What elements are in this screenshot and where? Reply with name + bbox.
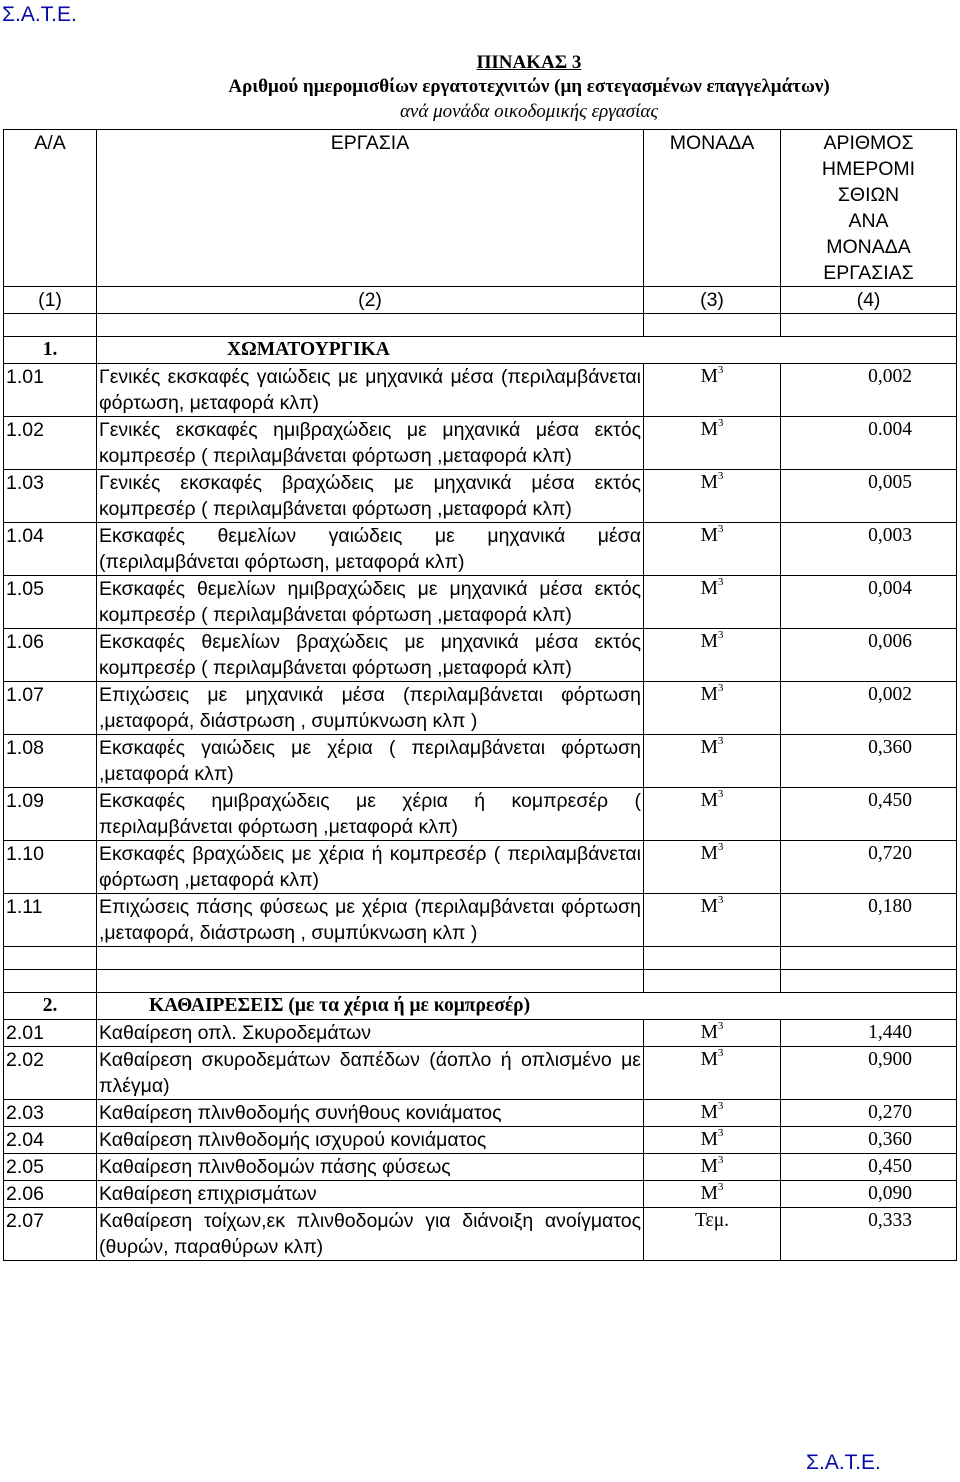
- section-title-text: ΧΩΜΑΤΟΥΡΓΙΚΑ: [227, 339, 390, 360]
- row-number: 1.04: [4, 523, 97, 576]
- row-value: 0,360: [781, 735, 957, 788]
- row-value: 0,004: [781, 576, 957, 629]
- row-value: 1,440: [781, 1020, 957, 1047]
- table-row: [4, 576, 957, 629]
- row-work-description: Εκσκαφές θεμελίων ημιβραχώδεις με μηχανικά μέσα εκτός κομπρεσέρ ( περιλαμβάνεται φόρτωση ,μεταφορά κλπ): [97, 576, 644, 629]
- row-unit: [644, 629, 781, 682]
- unit-exponent: 3: [717, 841, 724, 853]
- unit-exponent: 3: [717, 735, 724, 747]
- col-header-count-line: ΜΟΝΑΔΑ: [826, 236, 911, 258]
- unit-exponent: 3: [717, 1127, 724, 1139]
- row-work-description: Γενικές εκσκαφές γαιώδεις με μηχανικά μέσα (περιλαμβάνεται φόρτωση, μεταφορά κλπ): [97, 364, 644, 417]
- blank-cell: [97, 947, 644, 970]
- section-title: [97, 337, 957, 364]
- unit-exponent: 3: [717, 788, 724, 800]
- table-row: [4, 470, 957, 523]
- row-number: 1.03: [4, 470, 97, 523]
- org-name-top: Σ.Α.Τ.Ε.: [2, 3, 77, 26]
- unit-exponent: 3: [717, 470, 724, 482]
- unit-exponent: 3: [717, 1020, 724, 1032]
- unit-exponent: 3: [717, 629, 724, 641]
- blank-row: [4, 947, 957, 970]
- row-number: 2.01: [4, 1020, 97, 1047]
- row-value: 0,900: [781, 1047, 957, 1100]
- row-unit: [644, 1208, 781, 1261]
- blank-row: [4, 314, 957, 337]
- unit-exponent: 3: [717, 682, 724, 694]
- row-work-description: Καθαίρεση πλινθοδομής ισχυρού κονιάματος: [97, 1127, 644, 1154]
- row-number: 1.02: [4, 417, 97, 470]
- blank-cell: [4, 970, 97, 993]
- table-subtitle: Αριθμού ημερομισθίων εργατοτεχνιτών (μη εστεγασμένων επαγγελμάτων): [228, 76, 830, 97]
- row-value: 0,002: [781, 364, 957, 417]
- col-number-1: (1): [4, 287, 97, 314]
- row-number: 2.06: [4, 1181, 97, 1208]
- table-row: [4, 1047, 957, 1100]
- row-unit: [644, 682, 781, 735]
- row-value: 0,090: [781, 1181, 957, 1208]
- row-unit: [644, 1127, 781, 1154]
- row-unit: [644, 523, 781, 576]
- row-unit: [644, 735, 781, 788]
- unit-symbol: Μ: [700, 1022, 718, 1043]
- table-row: [4, 523, 957, 576]
- unit-exponent: 3: [717, 1100, 724, 1112]
- row-value: 0,270: [781, 1100, 957, 1127]
- blank-cell: [644, 970, 781, 993]
- table-row: [4, 1154, 957, 1181]
- row-value: 0,450: [781, 788, 957, 841]
- row-number: 2.04: [4, 1127, 97, 1154]
- row-number: 2.07: [4, 1208, 97, 1261]
- row-number: 2.02: [4, 1047, 97, 1100]
- row-work-description: Επιχώσεις πάσης φύσεως με χέρια (περιλαμβάνεται φόρτωση ,μεταφορά, διάστρωση , συμπύκνωση κλπ ): [97, 894, 644, 947]
- row-work-description: Επιχώσεις με μηχανικά μέσα (περιλαμβάνεται φόρτωση ,μεταφορά, διάστρωση , συμπύκνωση κλπ ): [97, 682, 644, 735]
- table-row: [4, 735, 957, 788]
- row-unit: [644, 1020, 781, 1047]
- table-row: [4, 364, 957, 417]
- row-value: 0,005: [781, 470, 957, 523]
- table-row: [4, 1181, 957, 1208]
- row-work-description: Γενικές εκσκαφές ημιβραχώδεις με μηχανικά μέσα εκτός κομπρεσέρ ( περιλαμβάνεται φόρτωση ,μεταφορά κλπ): [97, 417, 644, 470]
- unit-symbol: Μ: [700, 737, 718, 758]
- col-header-aa: Α/Α: [4, 130, 97, 287]
- header-row: [4, 130, 957, 287]
- unit-symbol: Μ: [700, 419, 718, 440]
- col-header-count-line: ΕΡΓΑΣΙΑΣ: [823, 262, 914, 284]
- unit-symbol: Μ: [700, 472, 718, 493]
- col-number-3: (3): [644, 287, 781, 314]
- unit-symbol: Μ: [700, 525, 718, 546]
- col-header-work: ΕΡΓΑΣΙΑ: [97, 130, 644, 287]
- row-unit: [644, 1100, 781, 1127]
- unit-symbol: Μ: [700, 896, 718, 917]
- table-row: [4, 788, 957, 841]
- blank-cell: [4, 947, 97, 970]
- blank-cell: [781, 947, 957, 970]
- table-row: [4, 1127, 957, 1154]
- row-number: 2.05: [4, 1154, 97, 1181]
- unit-exponent: 3: [717, 523, 724, 535]
- org-name-bottom: Σ.Α.Τ.Ε.: [806, 1451, 881, 1474]
- table-row: [4, 841, 957, 894]
- col-header-unit: ΜΟΝΑΔΑ: [644, 130, 781, 287]
- unit-exponent: 3: [717, 894, 724, 906]
- table-row: [4, 417, 957, 470]
- unit-exponent: 3: [717, 364, 724, 376]
- row-unit: [644, 417, 781, 470]
- row-number: 2.03: [4, 1100, 97, 1127]
- row-work-description: Εκσκαφές γαιώδεις με χέρια ( περιλαμβάνεται φόρτωση ,μεταφορά κλπ): [97, 735, 644, 788]
- row-number: 1.05: [4, 576, 97, 629]
- row-number: 1.10: [4, 841, 97, 894]
- row-value: 0,360: [781, 1127, 957, 1154]
- unit-exponent: 3: [717, 576, 724, 588]
- row-value: 0,720: [781, 841, 957, 894]
- row-value: 0,450: [781, 1154, 957, 1181]
- unit-symbol: Μ: [700, 1102, 718, 1123]
- blank-cell: [644, 947, 781, 970]
- row-number: 1.09: [4, 788, 97, 841]
- table-row: [4, 682, 957, 735]
- table-title: ΠΙΝΑΚΑΣ 3: [476, 52, 582, 73]
- section-header-row: [4, 337, 957, 364]
- section-title: [97, 993, 957, 1020]
- col-number-4: (4): [781, 287, 957, 314]
- row-work-description: Καθαίρεση σκυροδεμάτων δαπέδων (άοπλο ή οπλισμένο με πλέγμα): [97, 1047, 644, 1100]
- row-work-description: Εκσκαφές θεμελίων γαιώδεις με μηχανικά μέσα (περιλαμβάνεται φόρτωση, μεταφορά κλπ): [97, 523, 644, 576]
- section-title-text: ΚΑΘΑΙΡΕΣΕΙΣ (με τα χέρια ή με κομπρεσέρ): [149, 995, 531, 1016]
- unit-symbol: Μ: [700, 1183, 718, 1204]
- row-number: 1.11: [4, 894, 97, 947]
- col-number-2: (2): [97, 287, 644, 314]
- unit-symbol: Μ: [700, 1156, 718, 1177]
- column-number-row: [4, 287, 957, 314]
- row-value: 0,003: [781, 523, 957, 576]
- row-unit: [644, 894, 781, 947]
- table-row: [4, 1100, 957, 1127]
- row-work-description: Καθαίρεση πλινθοδομών πάσης φύσεως: [97, 1154, 644, 1181]
- row-work-description: Καθαίρεση τοίχων,εκ πλινθοδομών για διάνοιξη ανοίγματος (θυρών, παραθύρων κλπ): [97, 1208, 644, 1261]
- blank-row: [4, 970, 957, 993]
- row-work-description: Εκσκαφές ημιβραχώδεις με χέρια ή κομπρεσέρ ( περιλαμβάνεται φόρτωση ,μεταφορά κλπ): [97, 788, 644, 841]
- row-unit: [644, 1047, 781, 1100]
- row-unit: [644, 576, 781, 629]
- unit-symbol: Μ: [700, 1049, 718, 1070]
- unit-exponent: 3: [717, 1181, 724, 1193]
- row-unit: [644, 788, 781, 841]
- labor-days-table: [3, 129, 957, 1261]
- table-subtitle-2: ανά μονάδα οικοδομικής εργασίας: [399, 101, 659, 122]
- section-header-row: [4, 993, 957, 1020]
- row-work-description: Εκσκαφές θεμελίων βραχώδεις με μηχανικά μέσα εκτός κομπρεσέρ ( περιλαμβάνεται φόρτωση ,μεταφορά κλπ): [97, 629, 644, 682]
- row-unit: [644, 1154, 781, 1181]
- section-number: 1.: [4, 337, 97, 364]
- col-header-count-line: ΗΜΕΡΟΜΙ: [821, 158, 916, 180]
- row-work-description: Καθαίρεση οπλ. Σκυροδεμάτων: [97, 1020, 644, 1047]
- unit-symbol: Μ: [700, 366, 718, 387]
- row-unit: [644, 841, 781, 894]
- row-work-description: Καθαίρεση επιχρισμάτων: [97, 1181, 644, 1208]
- table-row: [4, 1020, 957, 1047]
- row-value: 0,002: [781, 682, 957, 735]
- col-header-count-line: ΑΝΑ: [848, 210, 889, 232]
- col-header-count-line: ΑΡΙΘΜΟΣ: [823, 132, 914, 154]
- blank-cell: [781, 970, 957, 993]
- row-value: 0,006: [781, 629, 957, 682]
- col-header-count: [781, 130, 957, 287]
- col-header-count-line: ΣΘΙΩΝ: [837, 184, 900, 206]
- row-number: 1.06: [4, 629, 97, 682]
- row-work-description: Γενικές εκσκαφές βραχώδεις με μηχανικά μέσα εκτός κομπρεσέρ ( περιλαμβάνεται φόρτωση ,μεταφορά κλπ): [97, 470, 644, 523]
- row-value: 0.004: [781, 417, 957, 470]
- blank-cell: [97, 970, 644, 993]
- section-number: 2.: [4, 993, 97, 1020]
- unit-symbol: Τεμ.: [694, 1210, 730, 1231]
- unit-symbol: Μ: [700, 790, 718, 811]
- row-unit: [644, 470, 781, 523]
- unit-symbol: Μ: [700, 843, 718, 864]
- unit-symbol: Μ: [700, 1129, 718, 1150]
- unit-symbol: Μ: [700, 631, 718, 652]
- row-number: 1.07: [4, 682, 97, 735]
- unit-exponent: 3: [717, 417, 724, 429]
- unit-exponent: 3: [717, 1154, 724, 1166]
- row-value: 0,180: [781, 894, 957, 947]
- unit-symbol: Μ: [700, 684, 718, 705]
- row-number: 1.01: [4, 364, 97, 417]
- unit-symbol: Μ: [700, 578, 718, 599]
- row-number: 1.08: [4, 735, 97, 788]
- table-row: [4, 894, 957, 947]
- table-row: [4, 629, 957, 682]
- row-unit: [644, 364, 781, 417]
- row-work-description: Καθαίρεση πλινθοδομής συνήθους κονιάματος: [97, 1100, 644, 1127]
- unit-exponent: 3: [717, 1047, 724, 1059]
- table-row: [4, 1208, 957, 1261]
- table-titles: [0, 52, 960, 124]
- row-work-description: Εκσκαφές βραχώδεις με χέρια ή κομπρεσέρ ( περιλαμβάνεται φόρτωση ,μεταφορά κλπ): [97, 841, 644, 894]
- row-unit: [644, 1181, 781, 1208]
- row-value: 0,333: [781, 1208, 957, 1261]
